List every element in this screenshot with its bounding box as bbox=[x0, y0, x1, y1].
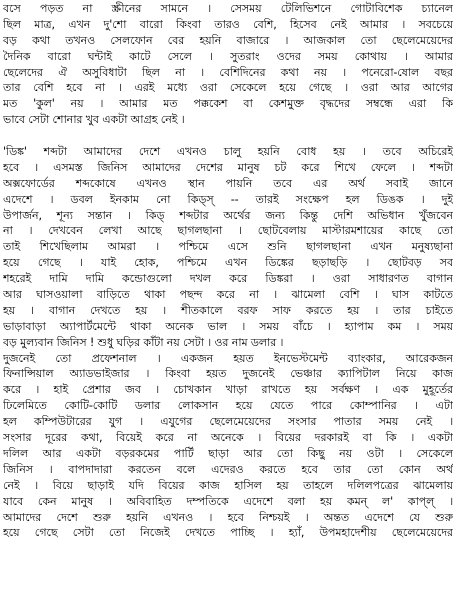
text-line: দৈনিক বারো ঘন্টাই কাটে সেলে । সুতরাং ওদের সময় কোথায় । আমার bbox=[3, 49, 453, 63]
text-line: ছিল মাত্র, এখন দু'শো বারো কিংবা তারও বেশি, হিসেব নেই আমার । সবচেয়ে bbox=[3, 17, 453, 31]
paragraph-2 bbox=[3, 144, 453, 541]
text-line-last: ভাবে সেটা শোনার খুব একটা আগ্রহ নেই । bbox=[3, 113, 185, 127]
paragraph-spacer bbox=[3, 128, 453, 144]
text-line: বড় কথা তখনও সেলফোন বের হয়নি বাজারে । আজকাল তো ছেলেমেয়েদের bbox=[3, 33, 453, 47]
text-line: হল কম্পিউটারের যুগ । এযুগের ছেলেমেয়েদের সংসার পাতার সময় নেই । bbox=[3, 415, 453, 429]
text-line: জিনিস । বাপদাদারা করতেন বলে এদেরও করতে হবে তার তো কোন অর্থ bbox=[3, 462, 453, 476]
text-line: ফিনান্সিয়াল অ্যাডভাইজার । কিংবা হয়ত দুজনেই ভেঞ্চার ক্যাপিটাল নিয়ে কাজ bbox=[3, 367, 453, 381]
text-line: মত 'কুল' নয় । আমার মত পক্ককেশ বা কেশমুক্ত বৃদ্ধদের সম্বন্ধে এরা কি bbox=[3, 97, 453, 111]
text-line: হয়ে গেছে । যাই হোক, পশ্চিমে এখন ডিঙ্কের ছড়াছড়ি । ছোটবড় সব bbox=[3, 256, 453, 270]
text-line: বসে পড়ত না স্ক্রীনের সামনে । সেসময় টেলিভিশনে গোটাবিশেক চ্যানেল bbox=[3, 2, 453, 15]
text-line: হবে । এসমস্ত জিনিস আমাদের দেশের মানুষ চট করে শিখে ফেলে । শব্দটা bbox=[3, 160, 453, 174]
text-line: 'ডিঙ্ক' শব্দটা আমাদের দেশে এখনও চালু হয়নি বোধ হয় । তবে অচিরেই bbox=[3, 145, 453, 159]
text-line: যাবে কেন মানুষ । অবিবাহিত দম্পতিকে এদেশে বলা হয় কমন্ ল' কাপ্ল্ । bbox=[3, 494, 453, 508]
text-line: উপার্জন, শূন্য সন্তান । কিড্ শব্দটার অর্থের জন্য কিন্তু দেশি অভিধান খুঁজবেন bbox=[3, 208, 453, 222]
text-line: সংসার দূরের কথা, বিয়েই করে না অনেকে । বিয়ের দরকারই বা কি । একটা bbox=[3, 431, 453, 445]
text-line: অক্সফোর্ডের শব্দকোষে এখনও স্থান পায়নি তবে এর অর্থ সবাই জানে bbox=[3, 176, 453, 190]
text-line: দুজনেই তো প্রফেশনাল । একজন হয়ত ইনভেস্টমেন্ট ব্যাংকার, আরেকজন bbox=[3, 351, 453, 365]
text-line: ছেলেদের ঐ অসুবিধাটা ছিল না । বেশিদিনের কথা নয় । পনেরো-ষোল বছর bbox=[3, 65, 453, 79]
text-line: বড় মুল্যবান জিনিস ! শুধু ঘড়ির কাঁটা নয় সেটা । ওর নাম ডলার । bbox=[3, 335, 284, 349]
paragraph-1 bbox=[3, 1, 453, 128]
text-line: দলিল আর একটা বড়রকমের পার্টি ছাড়া আর তো কিছু নয় ওটা । সেকেলে bbox=[3, 446, 453, 460]
text-line: আর ঘাসওয়ালা বাড়িতে থাকা পছন্দ করে না । ঝামেলা বেশি । ঘাস কাটতে bbox=[3, 288, 453, 302]
text-line: ঢিলেমিতে কোটি-কোটি ডলার লোকসান হয়ে যেতে পারে কোম্পানির । এটা bbox=[3, 399, 453, 413]
text-line: তার বেশি হবে না । এরই মধ্যে ওরা সেকেলে হয়ে গেছে । ওরা আর আগের bbox=[3, 81, 453, 95]
text-line: না । দেখবেন লেখা আছে ছাগলছানা । ছোটবেলায় মাস্টারমশায়ের কাছে তো bbox=[3, 224, 453, 238]
text-line: এদেশে । ডবল ইনকাম নো কিড্স্ -- তারই সংক্ষেপ হল ডিঙক । দুই bbox=[3, 192, 453, 206]
text-line: হয় । বাগান দেখতে হয় । শীতকালে বরফ সাফ করতে হয় । তার চাইতে bbox=[3, 303, 453, 317]
text-line: নেই । বিয়ে ছাড়াই যদি বিয়ের কাজ হাসিল হয় তাহলে দলিলপত্রের ঝামেলায় bbox=[3, 478, 453, 492]
text-line: তাই শিখেছিলাম আমরা । পশ্চিমে এসে শুনি ছাগলছানা এখন মনুষ্যছানা bbox=[3, 240, 453, 254]
text-line: আমাদের দেশে শুরু হয়নি এখনও । হবে নিশ্চয়ই । অন্তত এদেশে যে শুরু bbox=[3, 510, 453, 524]
text-line: করে । হাই প্রেশার জব । চোখকান খাড়া রাখতে হয় সর্বক্ষণ । এক মুহূর্তের bbox=[3, 383, 453, 397]
text-line: শহরেই দামি দামি কন্ডোগুলো দখল করে ডিঙ্করা । ওরা সাধারণত বাগান bbox=[3, 272, 453, 286]
text-line: হয়ে গেছে সেটা তো নিজেই দেখতে পাচ্ছি । হ্যাঁ, উপমহাদেশীয় ছেলেমেয়েদের bbox=[3, 526, 453, 540]
text-line: ভাড়াবাড়া অ্যাপার্টমেন্টে থাকা অনেক ভাল । সময় বাঁচে । হ্যাপাম কম । সময় bbox=[3, 319, 453, 333]
